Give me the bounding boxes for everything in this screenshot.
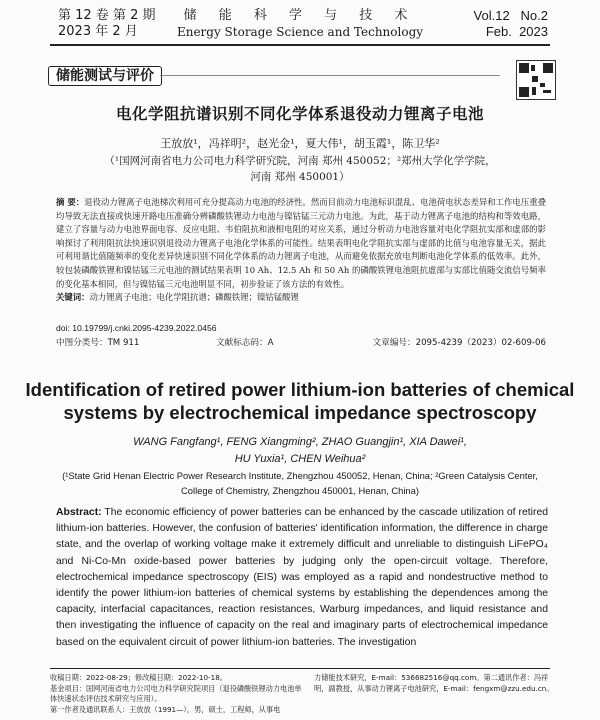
en-title-line2: systems by electrochemical impedance spectroscopy [63, 402, 537, 423]
en-title-line1: Identification of retired power lithium-ion batteries of chemical [25, 379, 575, 400]
en-authors-line2: HU Yuxia¹, CHEN Weihua² [234, 453, 366, 465]
journal-name-cn: 储 能 科 学 与 技 术 [183, 8, 417, 23]
en-authors-line1: WANG Fangfang¹, FENG Xiangming², ZHAO Guangjin¹, XIA Dawei¹, [133, 436, 467, 448]
en-abstract [56, 505, 548, 651]
footnotes-right: 力储能技术研究，E-mail：536682516@qq.com。第二通讯作者：冯祥明，副教授，从事动力锂离子电池研究，E-mail：fengxm@zzu.edu.cn。 [314, 673, 554, 693]
cn-affiliations [0, 153, 600, 185]
section-divider [160, 75, 500, 76]
clc-number: 中图分类号：TM 911 [56, 338, 140, 348]
received-date: 收稿日期：2022-08-29；修改稿日期：2022-10-18。 [50, 673, 227, 682]
section-label: 储能测试与评价 [48, 66, 162, 86]
date-cn: 2023 年 2 月 [58, 24, 138, 39]
article-number: 文章编号：2095-4239（2023）02-609-06 [372, 338, 546, 348]
en-abstract-text: The economic efficiency of power batteries can be enhanced by the cascade utilization of retired lithium-ion batteries. However, the confusion of batteries' identification information, the difference in charge state, and the overlap of working voltage make it extremely difficult and unreliable to distinguish LiFePO₄ and Ni-Co-Mn oxide-based power batteries by judging only the open-circuit voltage. Therefore, electrochemical impedance spectroscopy (EIS) was employed as a rapid and nondestructive method to identify the power lithium-ion batteries of chemical systems by establishing the dependences among the capacity, interfacial capacitances, reaction resistances, Warburg impedances, and liquid resistance and then investigating the influence of capacity on the real and imaginary parts of electrochemical impedance based on the equivalent circuit of power lithium-ion batteries. The investigation [56, 507, 548, 648]
journal-name-en: Energy Storage Science and Technology [176, 25, 424, 39]
first-author-info: 第一作者及通讯联系人：王放放（1991—），男，硕士，工程师，从事电 [50, 704, 281, 714]
footnotes-left [50, 673, 308, 715]
document-code: 文献标志码：A [216, 338, 274, 348]
qr-code-icon[interactable] [516, 60, 556, 100]
cn-abstract-text: 退役动力锂离子电池梯次利用可充分提高动力电池的经济性。然而目前动力电池标识混乱、电池荷电状态差异和工作电压重叠均导致无法直接或快速开路电压准确分辨磷酸铁锂动力电池与镍钴锰三元动力电池。为此，基于动力锂离子电池的结构和等效电路，建立了容量与动力电池界面电容、反应电阻、韦伯阻抗和液相电阻的对应关系，通过分析动力电池容量对电化学阻抗实部和虚部的影响探讨了利用阻抗法快速识别退役动力锂离子电池化学体系的可能性。结果表明电化学阻抗实部与虚部的比值与电池容量无关，据此可利用谐比值随频率的变化差异快速识别不同化学体系的动力锂离子电池，从而避免依据充放电判断电池化学体系的低效率。此外，较包装磷酸铁锂和镍钴锰三元电池的测试结果表明 10 Ah、12.5 Ah 和 50 Ah 的磷酸铁锂电池阻抗虚部与实部比值随交流信号频率的变化基本相同，但与镍钴锰三元电池明显不同，初步验证了该方法的有效性。 [56, 197, 546, 289]
en-affiliations [60, 468, 540, 498]
cn-keywords: 动力锂离子电池；电化学阻抗谱；磷酸铁锂；镍钴锰酸锂 [89, 292, 299, 303]
header-divider [50, 44, 550, 46]
cn-affiliation-line1: （¹国网河南省电力公司电力科学研究院，河南 郑州 450052；²郑州大学化学学院， [104, 155, 496, 167]
volume-cn: 第 12 卷 第 2 期 [58, 8, 156, 23]
footnote-divider [50, 668, 550, 669]
cn-abstract-label: 摘 要： [56, 197, 85, 207]
en-title [0, 378, 600, 424]
cn-title: 电化学阻抗谱识别不同化学体系退役动力锂离子电池 [115, 105, 484, 123]
en-abstract-label: Abstract: [56, 507, 102, 518]
header-right [474, 8, 548, 40]
fund-project: 基金项目：国网河南省电力公司电力科学研究院项目（退役磷酸铁锂动力电池单体快速状态评估技术研究与应用）。 [50, 683, 302, 703]
cn-affiliation-line2: 河南 郑州 450001） [250, 171, 350, 183]
cn-authors: 王放放¹，冯祥明²，赵光金¹，夏大伟¹，胡玉霞¹，陈卫华² [160, 137, 440, 150]
en-authors [0, 434, 600, 468]
doi[interactable]: doi: 10.19799/j.cnki.2095-4239.2022.0456 [56, 323, 217, 333]
volume-en: Vol.12 No.2 [473, 8, 548, 23]
en-affiliation-line1: (¹State Grid Henan Electric Power Research Institute, Zhengzhou 450052, Henan, China; ²Green Catalysis Center, [62, 470, 538, 481]
cn-abstract [56, 196, 546, 305]
cn-keywords-label: 关键词： [56, 292, 90, 303]
date-en: Feb. 2023 [485, 24, 548, 39]
en-affiliation-line2: College of Chemistry, Zhengzhou 450001, Henan, China) [181, 485, 419, 496]
